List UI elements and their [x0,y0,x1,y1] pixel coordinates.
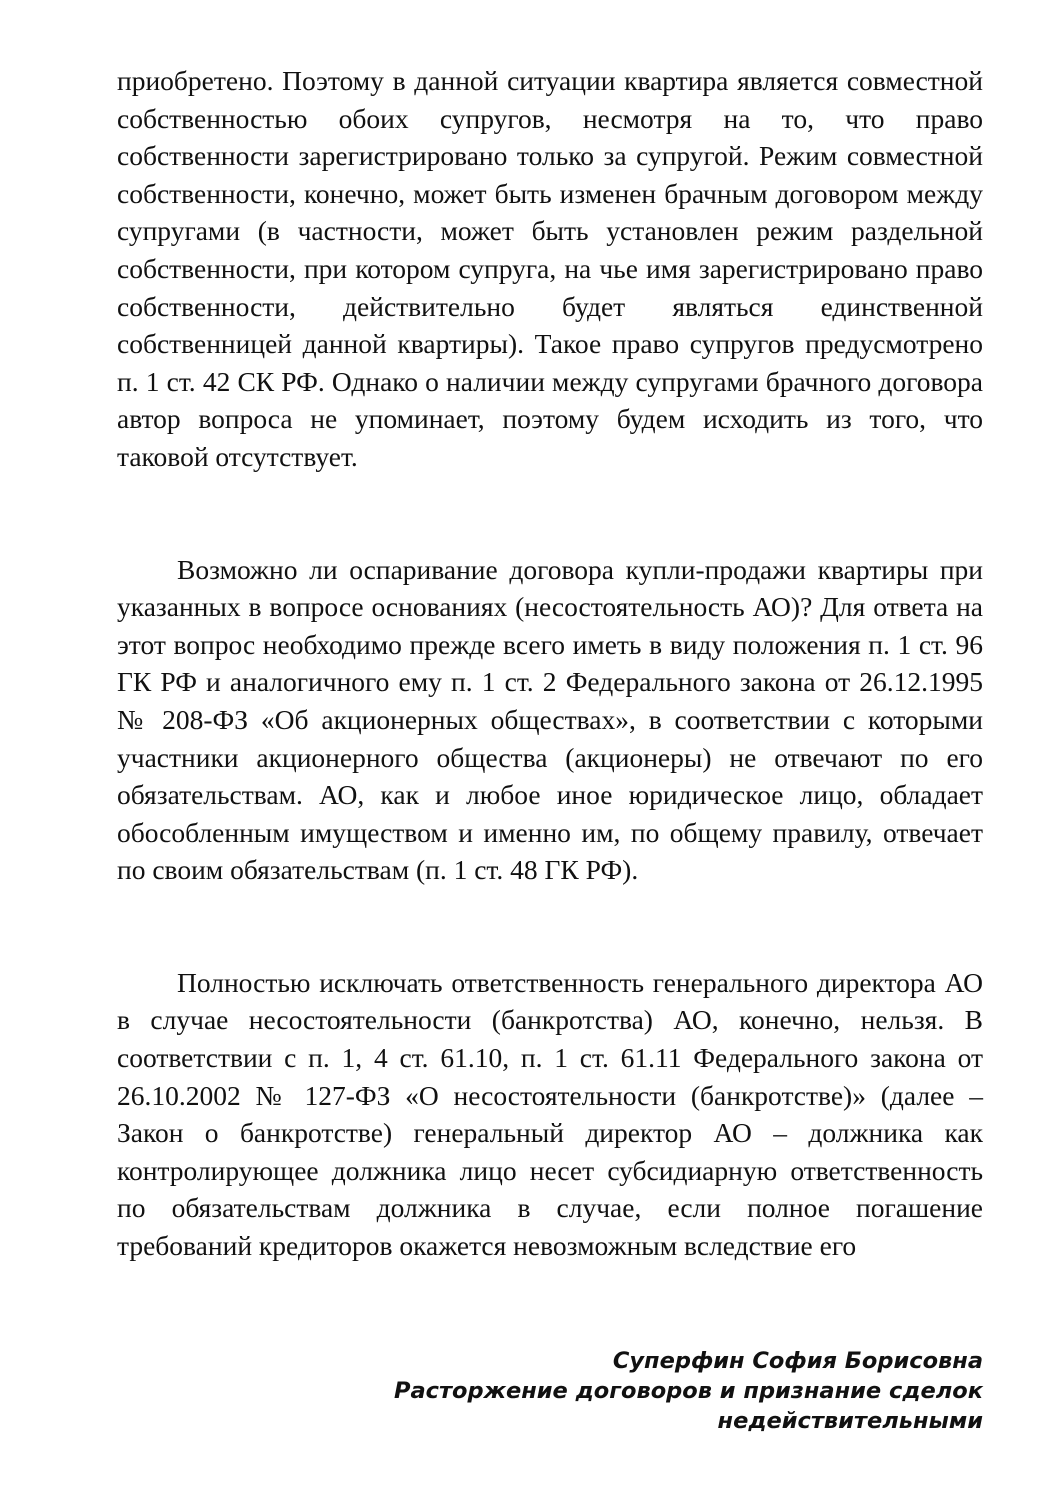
paragraph-gap [117,889,983,964]
paragraph-contract-challenge: Возможно ли оспаривание договора купли-продажи квартиры при указанных в вопросе основаниях (несостоятельность АО)? Для ответа на этот вопрос необходимо прежде всего иметь в виду положения п. 1 ст. 96 ГК РФ и аналогичного ему п. 1 ст. 2 Федерального закона от 26.12.1995 № 208-ФЗ «Об акционерных обществах», в соответствии с которыми участники акционерного общества (акционеры) не отвечают по его обязательствам. АО, как и любое иное юридическое лицо, обладает обособленным имуществом и именно им, по общему правилу, отвечает по своим обязательствам (п. 1 ст. 48 ГК РФ). [117,553,983,886]
page-footer [223,1346,983,1436]
paragraph-continuation: приобретено. Поэтому в данной ситуации квартира является совместной собственностью обоих супругов, несмотря на то, что право собственности зарегистрировано только за супругой. Режим совместной собственности, конечно, может быть изменен брачным договором между супругами (в частности, может быть установлен режим раздельной собственности, при котором супруга, на чье имя зарегистрировано право собственности, действительно будет являться единственной собственницей данной квартиры). Такое право супругов предусмотрено п. 1 ст. 42 СК РФ. Однако о наличии между супругами брачного договора автор вопроса не упоминает, поэтому будем исходить из того, что таковой отсутствует. [117,65,983,472]
footer-title-line-1: Расторжение договоров и признание сделок [393,1378,983,1404]
footer-author: Суперфин София Борисовна [612,1348,983,1374]
paragraph-director-liability: Полностью исключать ответственность генерального директора АО в случае несостоятельности (банкротства) АО, конечно, нельзя. В соответствии с п. 1, 4 ст. 61.10, п. 1 ст. 61.11 Федерального закона от 26.10.2002 № 127-ФЗ «О несостоятельности (банкротстве)» (далее – Закон о банкротстве) генеральный директор АО – должника как контролирующее должника лицо несет субсидиарную ответственность по обязательствам должника в случае, если полное погашение требований кредиторов окажется невозможным вследствие его [117,966,983,1262]
paragraph-gap [117,476,983,551]
document-body [117,62,983,1265]
footer-title-line-2: недействительными [717,1408,983,1434]
